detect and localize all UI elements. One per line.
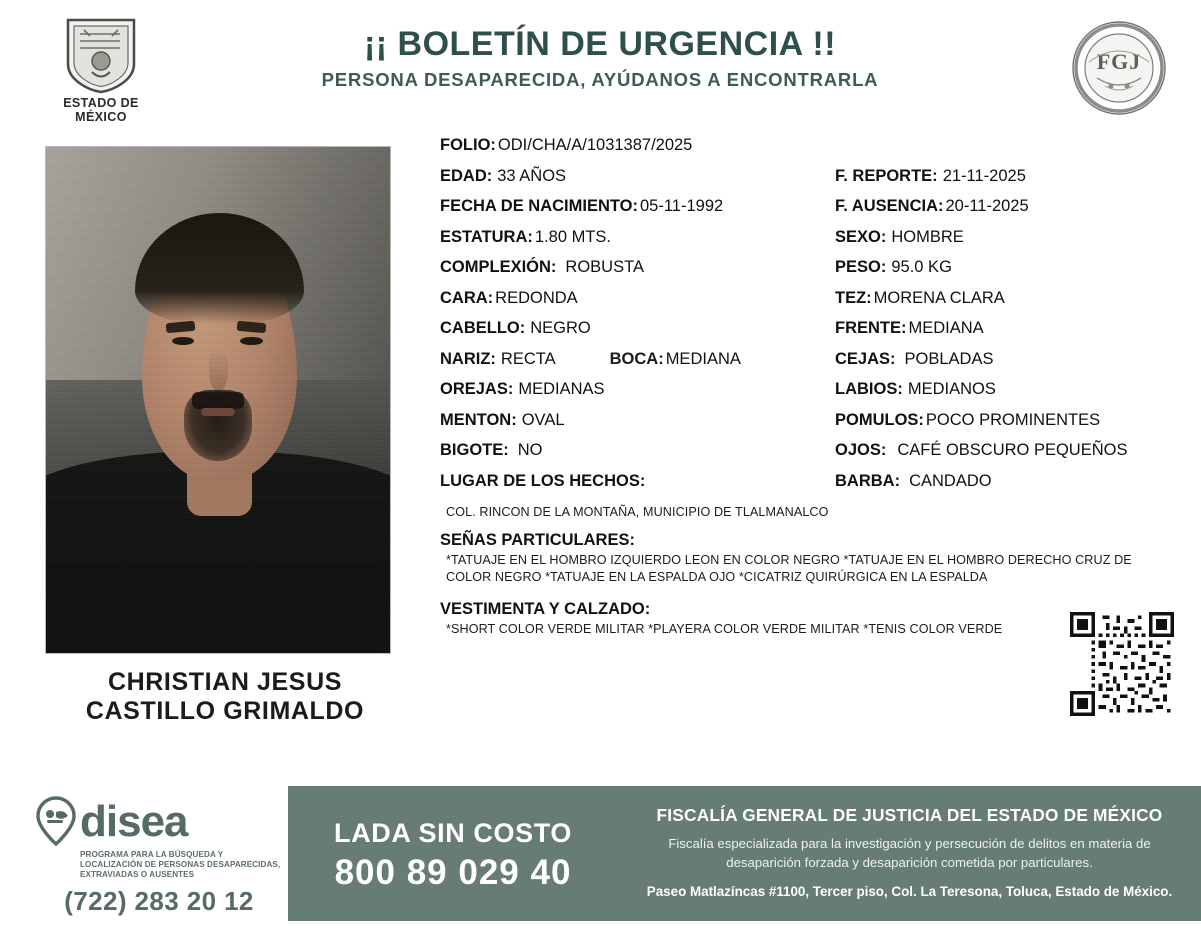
label-nariz: NARIZ:: [440, 349, 496, 368]
value-folio: ODI/CHA/A/1031387/2025: [497, 136, 693, 154]
value-ojos: CAFÉ OBSCURO PEQUEÑOS: [897, 441, 1128, 459]
value-cara: REDONDA: [495, 288, 578, 307]
bulletin-footer: [0, 778, 1201, 928]
institution-address: Paseo Matlazíncas #1100, Tercer piso, Col. La Teresona, Toluca, Estado de México.: [646, 884, 1173, 900]
missing-person-photo: [45, 146, 391, 654]
detail-row-orejas-labios: [440, 380, 1180, 411]
disea-logo-icon: [34, 796, 78, 848]
bulletin-body: [0, 130, 1201, 778]
lada-block: [288, 814, 618, 893]
detail-row-nariz-boca-cejas: [440, 350, 1180, 381]
footer-band: [288, 786, 1201, 921]
label-ojos: OJOS:: [835, 441, 887, 459]
detail-row-lugar-barba: [440, 472, 1180, 503]
label-fecha-nacimiento: FECHA DE NACIMIENTO:: [440, 197, 638, 215]
label-estatura: ESTATURA:: [440, 227, 533, 246]
value-estatura: 1.80 MTS.: [534, 227, 612, 246]
disea-block: [34, 796, 284, 917]
value-boca: MEDIANA: [665, 349, 741, 368]
label-vestimenta: VESTIMENTA Y CALZADO:: [440, 600, 651, 618]
label-senas-particulares: SEÑAS PARTICULARES:: [440, 531, 635, 549]
label-orejas: OREJAS:: [440, 380, 514, 398]
label-peso: PESO:: [835, 258, 887, 276]
label-cabello: CABELLO:: [440, 319, 526, 337]
title-block: [220, 26, 980, 91]
value-orejas: MEDIANAS: [518, 380, 605, 398]
disea-wordmark: disea: [80, 797, 188, 846]
institution-name: FISCALÍA GENERAL DE JUSTICIA DEL ESTADO DE MÉXICO: [656, 805, 1163, 826]
vestimenta-block: [440, 600, 1180, 638]
fgj-logo-icon: [1071, 20, 1167, 116]
label-frente: FRENTE:: [835, 319, 907, 337]
mexico-state-coat-of-arms-icon: [62, 14, 140, 94]
value-sexo: HOMBRE: [891, 227, 964, 246]
lada-label: LADA SIN COSTO: [334, 818, 572, 848]
value-senas-particulares: *TATUAJE EN EL HOMBRO IZQUIERDO LEON EN COLOR NEGRO *TATUAJE EN EL HOMBRO DERECHO CRUZ DE COLOR NEGRO *TATUAJE EN LA ESPALDA OJO *CICATRIZ QUIRÚRGICA EN LA ESPALDA: [446, 553, 1132, 584]
page-subtitle: PERSONA DESAPARECIDA, AYÚDANOS A ENCONTRARLA: [321, 69, 879, 91]
value-complexion: ROBUSTA: [565, 258, 644, 276]
value-labios: MEDIANOS: [907, 380, 996, 398]
value-lugar-hechos: COL. RINCON DE LA MONTAÑA, MUNICIPIO DE TLALMANALCO: [446, 505, 829, 519]
value-bigote: NO: [517, 441, 543, 459]
label-bigote: BIGOTE:: [440, 441, 509, 459]
label-f-ausencia: F. AUSENCIA:: [835, 197, 944, 215]
label-f-reporte: F. REPORTE:: [835, 166, 938, 185]
value-barba: CANDADO: [909, 471, 992, 490]
value-f-reporte: 21-11-2025: [942, 166, 1026, 185]
detail-row-menton-pomulos: [440, 411, 1180, 442]
label-lugar-hechos: LUGAR DE LOS HECHOS:: [440, 471, 646, 490]
value-pomulos: POCO PROMINENTES: [925, 410, 1101, 429]
value-edad: 33 AÑOS: [497, 166, 567, 185]
detail-row-folio: [440, 136, 1180, 167]
value-fecha-nacimiento: 05-11-1992: [640, 197, 724, 215]
disea-program-text: PROGRAMA PARA LA BÚSQUEDA Y LOCALIZACIÓN DE PERSONAS DESAPARECIDAS, EXTRAVIADAS O AUSENTES: [80, 850, 281, 879]
institution-description: Fiscalía especializada para la investigación y persecución de delitos en materia de desaparición forzada y desaparición cometida por particulares.: [668, 836, 1151, 870]
label-boca: BOCA:: [609, 349, 664, 368]
person-name: CHRISTIAN JESUS CASTILLO GRIMALDO: [85, 668, 365, 725]
label-edad: EDAD:: [440, 166, 493, 185]
value-tez: MORENA CLARA: [873, 288, 1005, 307]
value-f-ausencia: 20-11-2025: [945, 197, 1029, 215]
value-frente: MEDIANA: [908, 319, 984, 337]
label-cejas: CEJAS:: [835, 349, 896, 368]
label-sexo: SEXO:: [835, 227, 887, 246]
detail-row-estatura-sexo: [440, 228, 1180, 259]
value-nariz: RECTA: [500, 349, 556, 368]
label-pomulos: POMULOS:: [835, 410, 924, 429]
value-cabello: NEGRO: [530, 319, 591, 337]
label-tez: TEZ:: [835, 288, 872, 307]
page-title: ¡¡ BOLETÍN DE URGENCIA !!: [363, 25, 837, 63]
detail-row-nacimiento-ausencia: [440, 197, 1180, 228]
disea-phone[interactable]: (722) 283 20 12: [64, 885, 254, 916]
label-menton: MENTON:: [440, 410, 517, 429]
institution-block: [618, 805, 1201, 901]
label-complexion: COMPLEXIÓN:: [440, 258, 557, 276]
label-labios: LABIOS:: [835, 380, 903, 398]
label-cara: CARA:: [440, 288, 494, 307]
qr-code-icon[interactable]: [1070, 612, 1174, 716]
senas-particulares-block: [440, 531, 1180, 586]
detail-row-cabello-frente: [440, 319, 1180, 350]
person-details: [440, 136, 1180, 638]
label-folio: FOLIO:: [440, 136, 496, 154]
detail-row-cara-tez: [440, 289, 1180, 320]
svg-text:FGJ: FGJ: [1096, 49, 1142, 74]
detail-row-edad-reporte: [440, 167, 1180, 198]
label-barba: BARBA:: [835, 471, 901, 490]
value-cejas: POBLADAS: [904, 349, 994, 368]
lada-number[interactable]: 800 89 029 40: [334, 853, 572, 892]
bulletin-header: [0, 0, 1201, 130]
state-crest: [36, 14, 166, 124]
detail-row-bigote-ojos: [440, 441, 1180, 472]
value-menton: OVAL: [521, 410, 565, 429]
value-vestimenta: *SHORT COLOR VERDE MILITAR *PLAYERA COLOR VERDE MILITAR *TENIS COLOR VERDE: [446, 622, 1003, 636]
value-peso: 95.0 KG: [891, 258, 952, 276]
state-label: ESTADO DE MÉXICO: [63, 96, 139, 124]
detail-row-complexion-peso: [440, 258, 1180, 289]
